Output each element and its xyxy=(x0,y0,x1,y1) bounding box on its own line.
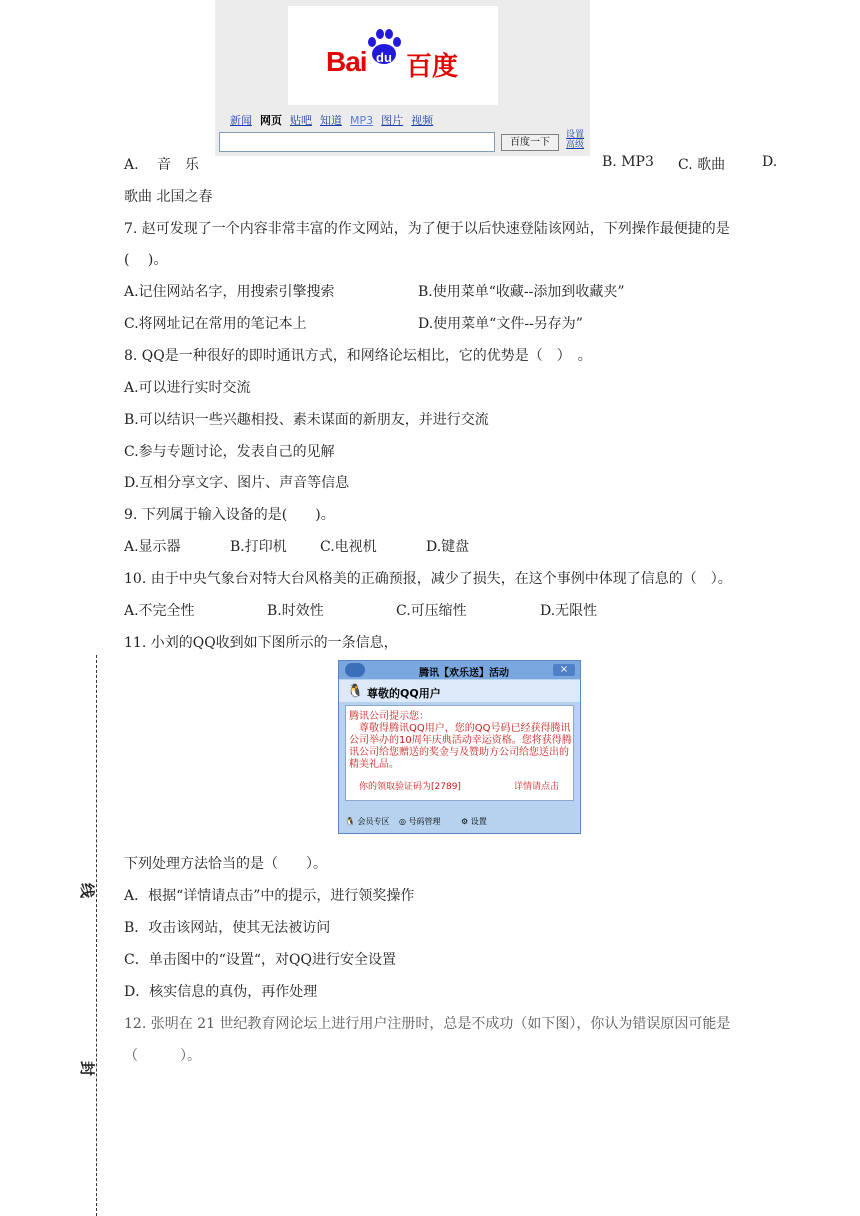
qq-popup-screenshot xyxy=(338,660,581,834)
qq-number-manage-button[interactable]: ◎ 号码管理 xyxy=(399,817,441,826)
baidu-nav-zhidao[interactable]: 知道 xyxy=(320,114,342,127)
q9-stem: 9. 下列属于输入设备的是( )。 xyxy=(124,507,335,523)
baidu-nav-video[interactable]: 视频 xyxy=(411,114,434,127)
q10-option-b: B.时效性 xyxy=(267,603,324,619)
qq-number-manage-label: 号码管理 xyxy=(408,817,441,826)
q7-option-b: B.使用菜单“收藏--添加到收藏夹” xyxy=(418,284,625,300)
q11-stem: 11. 小刘的QQ收到如下图所示的一条信息， xyxy=(124,635,398,651)
qq-header-text: 尊敬的QQ用户 xyxy=(367,687,441,700)
qq-member-zone-label: 会员专区 xyxy=(357,817,390,826)
q8-option-d: D.互相分享文字、图片、声音等信息 xyxy=(124,475,350,491)
q10-option-a: A.不完全性 xyxy=(124,603,195,619)
baidu-nav xyxy=(230,112,441,128)
q10-option-d: D.无限性 xyxy=(540,603,598,619)
q6-option-d: 歌曲 北国之春 xyxy=(124,189,213,205)
q11-option-d: D．核实信息的真伪，再作处理 xyxy=(124,984,318,1000)
q11-option-a: A．根据“详情请点击”中的提示，进行领奖操作 xyxy=(124,888,415,904)
qq-settings-label: 设置 xyxy=(470,817,487,826)
baidu-search-input[interactable] xyxy=(219,132,495,152)
baidu-logo-latin xyxy=(326,46,367,78)
q8-option-a: A.可以进行实时交流 xyxy=(124,380,251,396)
baidu-logo-chinese: 百度 xyxy=(406,52,459,82)
q7-stem-cont: ( )。 xyxy=(124,252,168,268)
baidu-logo-du: du xyxy=(376,50,392,65)
q11-option-b: B．攻击该网站，使其无法被访问 xyxy=(124,920,331,936)
q11-prompt: 下列处理方法恰当的是（ ）。 xyxy=(124,856,327,872)
q12-stem-cont: （ ）。 xyxy=(124,1048,201,1064)
q6-option-a: A. 音 乐 xyxy=(124,157,200,173)
q9-option-b: B.打印机 xyxy=(230,539,287,555)
q7-option-c: C.将网址记在常用的笔记本上 xyxy=(124,316,307,332)
baidu-search-button[interactable]: 百度一下 xyxy=(501,134,559,151)
qq-verify-code: 你的领取验证码为[2789] xyxy=(359,782,461,792)
baidu-nav-web[interactable]: 网页 xyxy=(260,114,282,127)
q9-option-d: D.键盘 xyxy=(426,539,470,555)
q8-option-c: C.参与专题讨论，发表自己的见解 xyxy=(124,444,335,460)
baidu-nav-tieba[interactable]: 贴吧 xyxy=(290,114,312,127)
qq-settings-button[interactable]: ⚙ 设置 xyxy=(461,817,487,826)
qq-penguin-icon: 🐧 xyxy=(347,684,364,699)
q9-option-c: C.电视机 xyxy=(320,539,377,555)
qq-detail-link[interactable]: 详情请点击 xyxy=(514,782,560,792)
qq-title: 腾讯【欢乐送】活动 xyxy=(419,668,509,679)
binding-char-xian: 线 xyxy=(78,882,97,899)
q6-option-d-label: D. xyxy=(762,154,778,170)
baidu-nav-news[interactable]: 新闻 xyxy=(230,114,252,127)
baidu-logo-area xyxy=(288,6,498,105)
q10-option-c: C.可压缩性 xyxy=(396,603,467,619)
q7-stem: 7. 赵可发现了一个内容非常丰富的作文网站，为了便于以后快速登陆该网站，下列操作最便捷的是 xyxy=(124,221,730,237)
q8-stem: 8. QQ是一种很好的即时通讯方式，和网络论坛相比，它的优势是（ ） 。 xyxy=(124,348,592,364)
q8-option-b: B.可以结识一些兴趣相投、素未谋面的新朋友，并进行交流 xyxy=(124,412,489,428)
qq-titlebar xyxy=(339,661,580,679)
baidu-nav-mp3[interactable]: MP3 xyxy=(350,114,374,127)
baidu-settings-link[interactable]: 设置 xyxy=(566,130,585,140)
q7-option-a: A.记住网站名字，用搜索引擎搜索 xyxy=(124,284,335,300)
q6-option-b: B. MP3 xyxy=(602,154,654,170)
baidu-nav-images[interactable]: 图片 xyxy=(381,114,404,127)
q10-stem: 10. 由于中央气象台对特大台风格美的正确预报，减少了损失，在这个事例中体现了信息的（ ）。 xyxy=(124,571,732,587)
baidu-side-links xyxy=(566,130,584,150)
baidu-advanced-link[interactable]: 高级 xyxy=(566,140,585,150)
q12-stem: 12. 张明在 21 世纪教育网论坛上进行用户注册时，总是不成功（如下图），你认为错误原因可能是 xyxy=(124,1016,731,1032)
q7-option-d: D.使用菜单“文件--另存为” xyxy=(418,316,583,332)
qq-message: 腾讯公司提示您： 尊敬得腾讯QQ用户，您的QQ号码已经获得腾讯公司举办的10周年庆典活动幸运资格。您将获得腾讯公司给您赠送的奖金与及赞助方公司给您送出的精美礼品。 xyxy=(349,711,572,770)
q11-option-c: C．单击图中的“设置“，对QQ进行安全设置 xyxy=(124,952,396,968)
baidu-logo-bai: Bai xyxy=(326,46,367,77)
qq-member-zone-button[interactable]: 🐧 会员专区 xyxy=(345,817,390,826)
q9-option-a: A.显示器 xyxy=(124,539,181,555)
binding-dashed-line xyxy=(96,655,97,1216)
baidu-screenshot xyxy=(215,0,590,156)
binding-char-feng: 封 xyxy=(78,1060,97,1077)
qq-nav-icon xyxy=(345,663,365,677)
q6-option-c: C. 歌曲 xyxy=(678,157,726,173)
qq-close-icon[interactable]: × xyxy=(553,664,575,676)
